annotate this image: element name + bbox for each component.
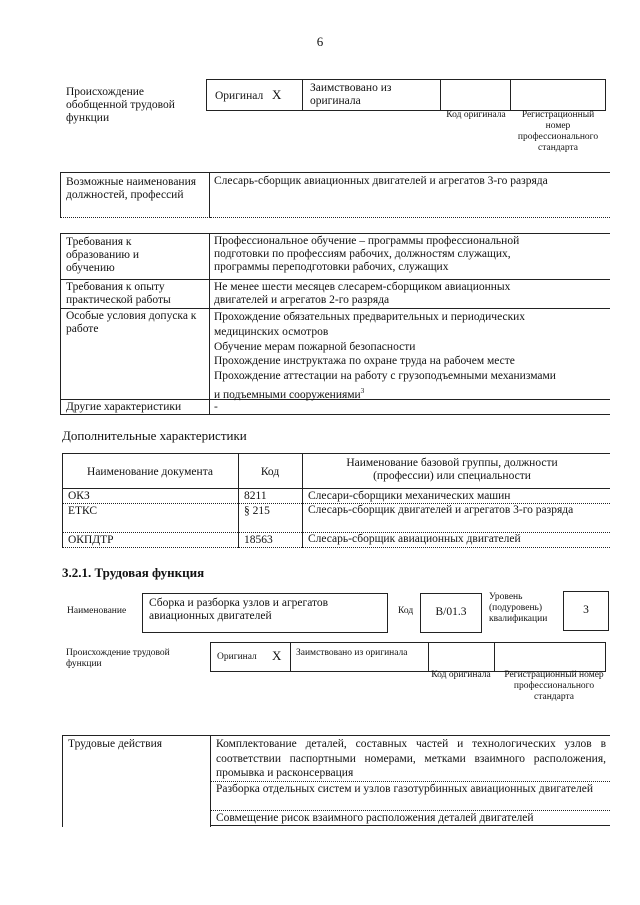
code-original-caption: Код оригинала [446, 110, 506, 120]
table-row-name: Слесари-сборщики механических машин [308, 490, 511, 502]
req-education-value: Профессиональное обучение – программы профессиональной подготовки по профессиям рабочих, должностям служащих, программы переподготовки рабочих, служащих [214, 235, 520, 273]
col-name-header: Наименование базовой группы, должности (профессии) или специальности [346, 457, 558, 482]
page-number: 6 [316, 34, 324, 49]
table-row-name: Слесарь-сборщик двигателей и агрегатов 3-го разряда [308, 504, 574, 516]
req-other-value: - [214, 401, 218, 413]
req-experience-value: Не менее шести месяцев слесарем-сборщиком авиационных двигателей и агрегатов 2-го разряда [214, 281, 511, 306]
table-row-name: Слесарь-сборщик авиационных двигателей [308, 533, 521, 545]
borrowed-label: Заимствовано из оригинала [310, 82, 392, 107]
original-mark-2: X [272, 648, 282, 663]
function-name-value: Сборка и разборка узлов и агрегатов авиационных двигателей [142, 593, 388, 633]
req-special-value: Прохождение обязательных предварительных и периодических медицинских осмотров Обучение мерам пожарной безопасности Прохождение инструктажа по охране труда на рабочем месте Прохождение аттестации на работу с грузоподъемными механизмами и подъемными сооружениями$^3$ [214, 311, 556, 401]
origin-label: Происхождение обобщенной трудовой функции [66, 86, 175, 124]
positions-value: Слесарь-сборщик авиационных двигателей и агрегатов 3-го разряда [214, 175, 548, 187]
code-original-caption-2: Код оригинала [431, 670, 491, 680]
req-education-label: Требования к образованию и обучению [66, 236, 139, 274]
labor-action-item: Совмещение рисок взаимного расположения деталей двигателей [216, 812, 534, 824]
table-row-code: 8211 [244, 490, 267, 502]
original-label: Оригинал [215, 90, 264, 102]
borrowed-label-2: Заимствовано из оригинала [296, 648, 408, 658]
table-row-code: 18563 [244, 534, 273, 546]
positions-label: Возможные наименования должностей, профессий [66, 176, 197, 201]
section-title: 3.2.1. Трудовая функция [62, 565, 205, 580]
table-row-doc: ОКПДТР [68, 534, 114, 546]
function-name-label: Наименование [67, 606, 127, 616]
additional-table [62, 453, 610, 550]
function-code-label: Код [398, 606, 414, 616]
req-other-label: Другие характеристики [66, 401, 182, 413]
requirements-table [60, 233, 610, 415]
col-doc-header: Наименование документа [87, 466, 213, 478]
original-mark: X [272, 87, 282, 102]
table-row-code: § 215 [244, 505, 270, 517]
qualification-level-value: 3 [563, 591, 609, 631]
table-row-doc: ОКЗ [68, 490, 90, 502]
labor-actions-label: Трудовые действия [68, 738, 163, 750]
col-code-header: Код [260, 466, 280, 478]
function-code-value: B/01.3 [420, 593, 482, 633]
reg-number-caption-2: Регистрационный номер профессионального стандарта [504, 670, 604, 702]
original-label-2: Оригинал [217, 652, 257, 662]
req-special-label: Особые условия допуска к работе [66, 310, 197, 335]
additional-heading: Дополнительные характеристики [62, 428, 247, 443]
footnote-marker: 3 [360, 386, 365, 395]
origin-table-2 [210, 642, 606, 672]
labor-actions-table [62, 735, 610, 827]
reg-number-caption: Регистрационный номер профессионального стандарта [517, 110, 599, 153]
origin-table [206, 79, 606, 111]
positions-table [60, 172, 610, 218]
labor-action-item: Разборка отдельных систем и узлов газотурбинных авиационных двигателей [216, 783, 593, 795]
origin-label-2: Происхождение трудовой функции [66, 648, 170, 669]
table-row-doc: ЕТКС [68, 505, 98, 517]
req-experience-label: Требования к опыту практической работы [66, 281, 171, 306]
labor-action-item: Комплектование деталей, составных частей и технологических узлов в соответствии паспортными номерами, метками взаимного расположения, промывка и расконсервация [216, 738, 606, 779]
qualification-level-label: Уровень (подуровень) квалификации [489, 592, 548, 624]
